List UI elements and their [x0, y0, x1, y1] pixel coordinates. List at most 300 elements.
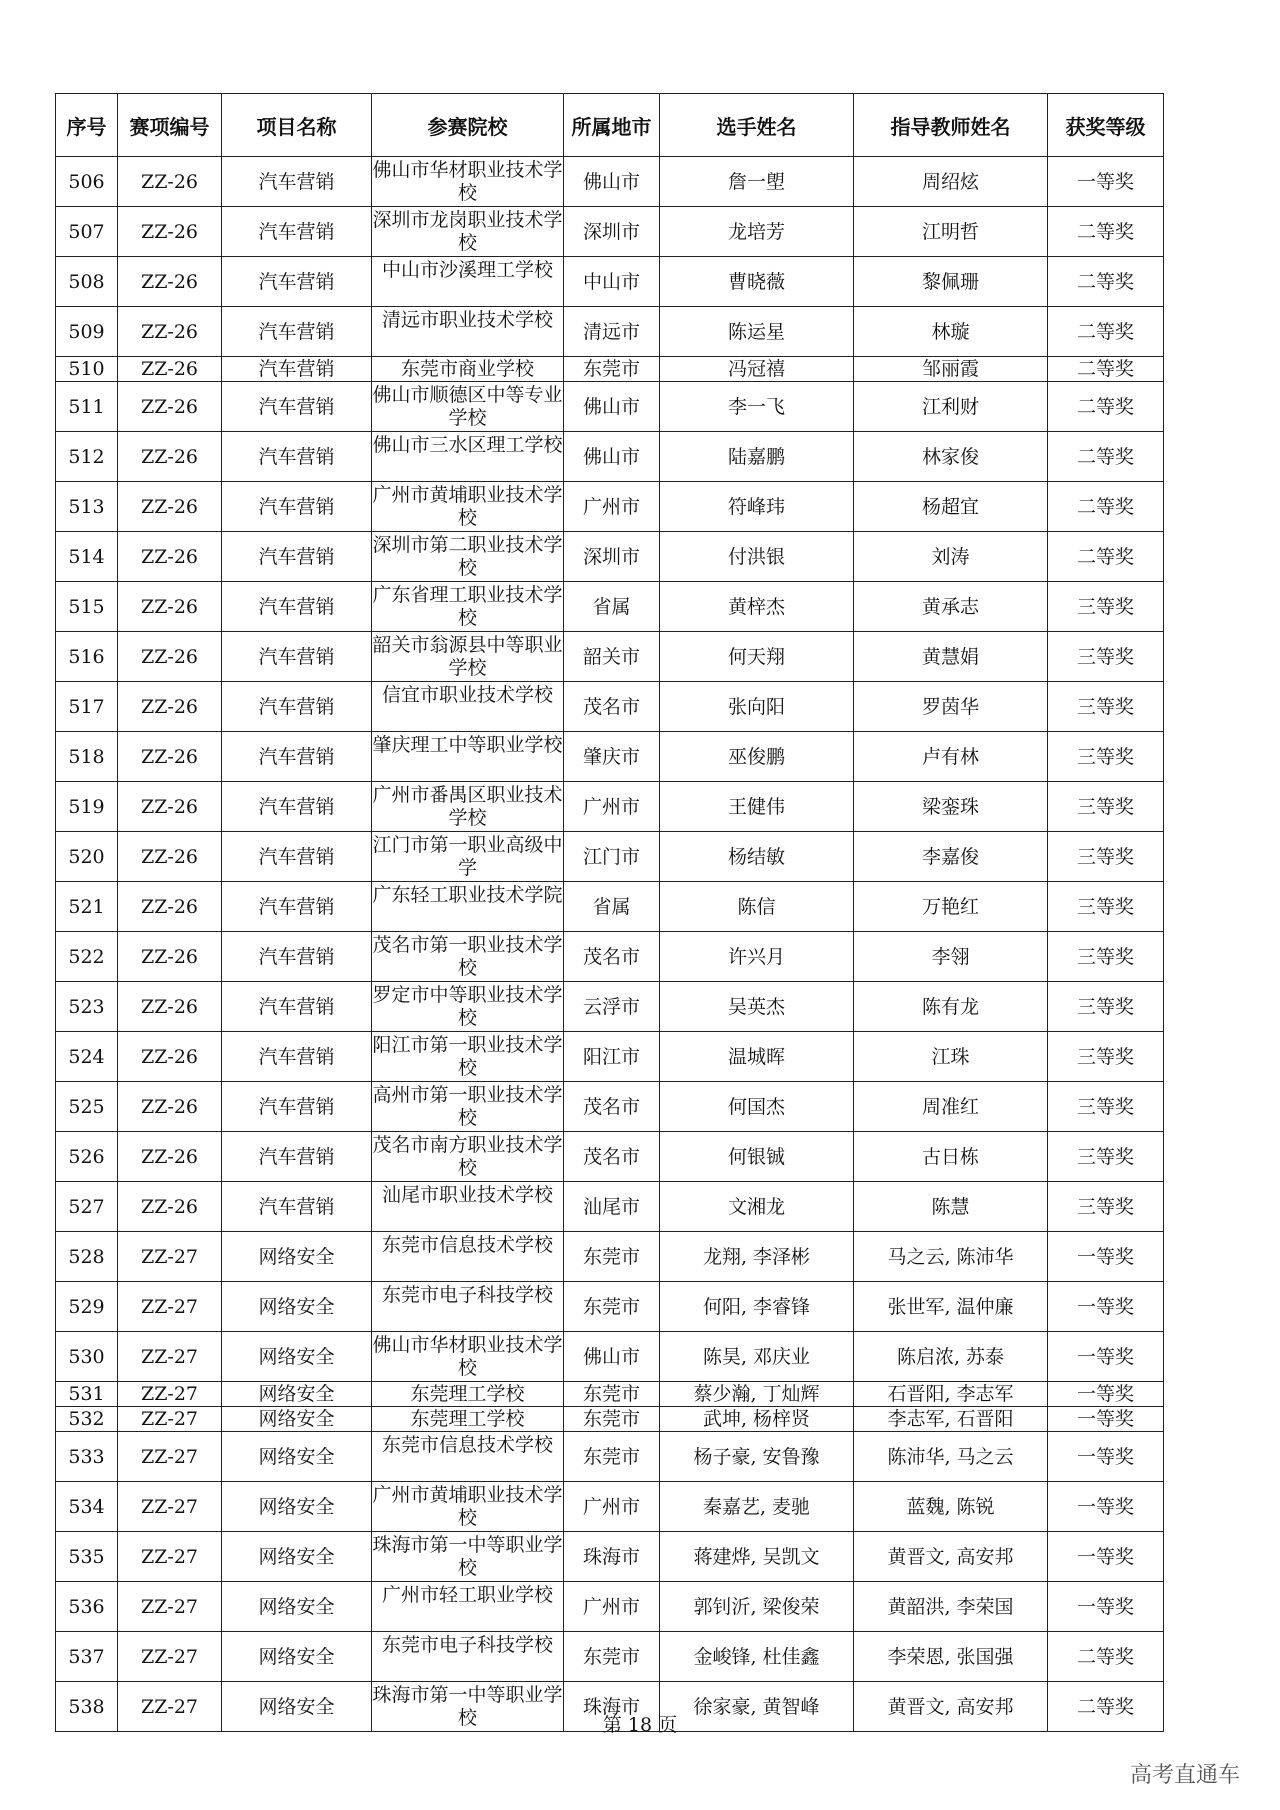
cell-city: 韶关市: [564, 632, 660, 682]
cell-school: [372, 1332, 564, 1382]
table-row: [56, 1432, 1164, 1482]
school-name: 东莞市商业学校: [400, 358, 534, 380]
table-row: [56, 257, 1164, 307]
cell-contestants: 陆嘉鹏: [660, 432, 854, 482]
cell-contestants: 文湘龙: [660, 1182, 854, 1232]
table-row: [56, 532, 1164, 582]
table-row: [56, 982, 1164, 1032]
school-name: 东莞理工学校: [410, 1408, 525, 1430]
header-city: 所属地市: [564, 94, 660, 157]
cell-contestants: 吴英杰: [660, 982, 854, 1032]
cell-city: 广州市: [564, 1582, 660, 1632]
cell-school: [372, 482, 564, 532]
cell-award: 三等奖: [1048, 1082, 1164, 1132]
cell-school: [372, 632, 564, 682]
school-name: 深圳市第二职业技术学校: [372, 534, 563, 577]
cell-index: 532: [56, 1407, 118, 1432]
cell-award: 二等奖: [1048, 257, 1164, 307]
cell-instructors: 江利财: [854, 382, 1048, 432]
cell-project-name: 汽车营销: [222, 882, 372, 932]
cell-city: 清远市: [564, 307, 660, 357]
table-row: [56, 1632, 1164, 1682]
cell-instructors: 黄韶洪, 李荣国: [854, 1582, 1048, 1632]
table-row: [56, 1532, 1164, 1582]
table-row: [56, 1132, 1164, 1182]
cell-award: 二等奖: [1048, 357, 1164, 382]
cell-contestants: 武坤, 杨梓贤: [660, 1407, 854, 1432]
school-name: 广州市番禺区职业技术学校: [372, 784, 563, 827]
table-row: [56, 1382, 1164, 1407]
cell-index: 526: [56, 1132, 118, 1182]
cell-instructors: 黄晋文, 高安邦: [854, 1682, 1048, 1732]
cell-project-name: 汽车营销: [222, 307, 372, 357]
cell-index: 527: [56, 1182, 118, 1232]
cell-instructors: 陈有龙: [854, 982, 1048, 1032]
cell-school: [372, 682, 564, 732]
cell-project-name: 网络安全: [222, 1232, 372, 1282]
cell-school: [372, 1432, 564, 1482]
cell-project-name: 汽车营销: [222, 357, 372, 382]
cell-instructors: 刘涛: [854, 532, 1048, 582]
table-row: [56, 632, 1164, 682]
cell-project-name: 汽车营销: [222, 482, 372, 532]
header-row: [56, 94, 1164, 157]
table-body: [56, 157, 1164, 1732]
cell-school: [372, 1132, 564, 1182]
cell-award: 二等奖: [1048, 207, 1164, 257]
cell-city: 中山市: [564, 257, 660, 307]
cell-index: 517: [56, 682, 118, 732]
cell-event-code: ZZ-27: [118, 1432, 222, 1482]
cell-project-name: 汽车营销: [222, 582, 372, 632]
cell-instructors: 周准红: [854, 1082, 1048, 1132]
cell-city: 茂名市: [564, 1082, 660, 1132]
cell-event-code: ZZ-26: [118, 482, 222, 532]
cell-project-name: 网络安全: [222, 1432, 372, 1482]
cell-city: 佛山市: [564, 432, 660, 482]
cell-city: 珠海市: [564, 1682, 660, 1732]
cell-award: 二等奖: [1048, 482, 1164, 532]
cell-award: 二等奖: [1048, 532, 1164, 582]
cell-index: 512: [56, 432, 118, 482]
cell-event-code: ZZ-26: [118, 157, 222, 207]
cell-index: 515: [56, 582, 118, 632]
cell-index: 509: [56, 307, 118, 357]
cell-award: 一等奖: [1048, 1532, 1164, 1582]
cell-event-code: ZZ-26: [118, 432, 222, 482]
cell-project-name: 网络安全: [222, 1282, 372, 1332]
cell-city: 汕尾市: [564, 1182, 660, 1232]
table-row: [56, 157, 1164, 207]
cell-index: 518: [56, 732, 118, 782]
header-instructors: 指导教师姓名: [854, 94, 1048, 157]
cell-contestants: 符峰玮: [660, 482, 854, 532]
cell-event-code: ZZ-26: [118, 207, 222, 257]
cell-instructors: 周绍炫: [854, 157, 1048, 207]
cell-index: 535: [56, 1532, 118, 1582]
cell-index: 506: [56, 157, 118, 207]
cell-instructors: 邹丽霞: [854, 357, 1048, 382]
school-name: 深圳市龙岗职业技术学校: [372, 209, 563, 252]
cell-award: 一等奖: [1048, 1232, 1164, 1282]
cell-index: 525: [56, 1082, 118, 1132]
school-name: 茂名市南方职业技术学校: [372, 1134, 563, 1177]
cell-award: 一等奖: [1048, 1332, 1164, 1382]
table-row: [56, 1407, 1164, 1432]
cell-city: 东莞市: [564, 1382, 660, 1407]
cell-event-code: ZZ-26: [118, 632, 222, 682]
cell-instructors: 卢有林: [854, 732, 1048, 782]
cell-school: [372, 1382, 564, 1407]
cell-project-name: 汽车营销: [222, 982, 372, 1032]
cell-school: [372, 932, 564, 982]
cell-contestants: 付洪银: [660, 532, 854, 582]
cell-school: [372, 1632, 564, 1682]
cell-event-code: ZZ-26: [118, 782, 222, 832]
cell-contestants: 龙翔, 李泽彬: [660, 1232, 854, 1282]
cell-contestants: 张向阳: [660, 682, 854, 732]
cell-project-name: 网络安全: [222, 1582, 372, 1632]
cell-city: 省属: [564, 582, 660, 632]
table-row: [56, 1332, 1164, 1382]
cell-award: 三等奖: [1048, 1182, 1164, 1232]
cell-instructors: 蓝魏, 陈锐: [854, 1482, 1048, 1532]
cell-project-name: 汽车营销: [222, 1182, 372, 1232]
cell-city: 东莞市: [564, 1282, 660, 1332]
cell-school: [372, 257, 564, 307]
school-name: 罗定市中等职业技术学校: [372, 984, 563, 1027]
awards-table: [55, 93, 1164, 1732]
table-row: [56, 782, 1164, 832]
cell-award: 三等奖: [1048, 832, 1164, 882]
cell-project-name: 汽车营销: [222, 432, 372, 482]
school-name: 广东轻工职业技术学院: [372, 884, 563, 906]
cell-contestants: 蔡少瀚, 丁灿辉: [660, 1382, 854, 1407]
cell-contestants: 蒋建烨, 吴凯文: [660, 1532, 854, 1582]
cell-event-code: ZZ-26: [118, 682, 222, 732]
cell-school: [372, 1282, 564, 1332]
school-name: 广州市黄埔职业技术学校: [372, 1484, 563, 1527]
cell-event-code: ZZ-26: [118, 532, 222, 582]
cell-instructors: 李翎: [854, 932, 1048, 982]
cell-school: [372, 432, 564, 482]
cell-index: 524: [56, 1032, 118, 1082]
school-name: 东莞理工学校: [410, 1383, 525, 1405]
school-name: 东莞市电子科技学校: [381, 1284, 553, 1306]
cell-event-code: ZZ-27: [118, 1532, 222, 1582]
cell-instructors: 罗茵华: [854, 682, 1048, 732]
cell-event-code: ZZ-26: [118, 582, 222, 632]
cell-contestants: 黄梓杰: [660, 582, 854, 632]
school-name: 东莞市信息技术学校: [381, 1434, 553, 1456]
cell-contestants: 王健伟: [660, 782, 854, 832]
cell-event-code: ZZ-26: [118, 882, 222, 932]
cell-school: [372, 1232, 564, 1282]
cell-award: 三等奖: [1048, 682, 1164, 732]
cell-event-code: ZZ-27: [118, 1582, 222, 1632]
table-row: [56, 682, 1164, 732]
cell-index: 536: [56, 1582, 118, 1632]
cell-contestants: 温城晖: [660, 1032, 854, 1082]
cell-index: 533: [56, 1432, 118, 1482]
cell-project-name: 网络安全: [222, 1532, 372, 1582]
cell-index: 507: [56, 207, 118, 257]
cell-index: 508: [56, 257, 118, 307]
cell-contestants: 巫俊鹏: [660, 732, 854, 782]
school-name: 茂名市第一职业技术学校: [372, 934, 563, 977]
cell-project-name: 汽车营销: [222, 782, 372, 832]
header-award: 获奖等级: [1048, 94, 1164, 157]
cell-event-code: ZZ-27: [118, 1682, 222, 1732]
cell-index: 520: [56, 832, 118, 882]
cell-index: 523: [56, 982, 118, 1032]
cell-index: 514: [56, 532, 118, 582]
cell-contestants: 何阳, 李睿锋: [660, 1282, 854, 1332]
cell-contestants: 徐家豪, 黄智峰: [660, 1682, 854, 1732]
school-name: 信宜市职业技术学校: [381, 684, 553, 706]
cell-city: 阳江市: [564, 1032, 660, 1082]
cell-project-name: 网络安全: [222, 1382, 372, 1407]
cell-instructors: 李嘉俊: [854, 832, 1048, 882]
cell-event-code: ZZ-26: [118, 1082, 222, 1132]
cell-contestants: 何天翔: [660, 632, 854, 682]
cell-school: [372, 1407, 564, 1432]
cell-event-code: ZZ-26: [118, 732, 222, 782]
cell-instructors: 林璇: [854, 307, 1048, 357]
cell-school: [372, 207, 564, 257]
cell-project-name: 汽车营销: [222, 207, 372, 257]
cell-city: 云浮市: [564, 982, 660, 1032]
cell-project-name: 汽车营销: [222, 682, 372, 732]
school-name: 高州市第一职业技术学校: [372, 1084, 563, 1127]
school-name: 韶关市翁源县中等职业学校: [372, 634, 563, 677]
cell-award: 一等奖: [1048, 1582, 1164, 1632]
cell-school: [372, 307, 564, 357]
cell-award: 一等奖: [1048, 1282, 1164, 1332]
table-row: [56, 732, 1164, 782]
cell-project-name: 汽车营销: [222, 1132, 372, 1182]
table-row: [56, 307, 1164, 357]
cell-award: 三等奖: [1048, 782, 1164, 832]
cell-city: 茂名市: [564, 682, 660, 732]
cell-city: 茂名市: [564, 1132, 660, 1182]
cell-award: 三等奖: [1048, 932, 1164, 982]
cell-city: 肇庆市: [564, 732, 660, 782]
header-school: 参赛院校: [372, 94, 564, 157]
cell-project-name: 汽车营销: [222, 932, 372, 982]
cell-contestants: 何国杰: [660, 1082, 854, 1132]
cell-award: 三等奖: [1048, 582, 1164, 632]
cell-school: [372, 1182, 564, 1232]
school-name: 佛山市三水区理工学校: [372, 434, 563, 456]
cell-instructors: 江珠: [854, 1032, 1048, 1082]
cell-index: 529: [56, 1282, 118, 1332]
cell-project-name: 汽车营销: [222, 632, 372, 682]
cell-contestants: 冯冠禧: [660, 357, 854, 382]
cell-instructors: 石晋阳, 李志军: [854, 1382, 1048, 1407]
school-name: 珠海市第一中等职业学校: [372, 1534, 563, 1577]
school-name: 佛山市顺德区中等专业学校: [372, 384, 563, 427]
cell-instructors: 杨超宜: [854, 482, 1048, 532]
school-name: 佛山市华材职业技术学校: [372, 159, 563, 202]
cell-school: [372, 582, 564, 632]
school-name: 东莞市信息技术学校: [381, 1234, 553, 1256]
watermark-text: 高考直通车: [1129, 1763, 1240, 1788]
cell-school: [372, 357, 564, 382]
cell-event-code: ZZ-27: [118, 1407, 222, 1432]
cell-event-code: ZZ-26: [118, 357, 222, 382]
cell-project-name: 汽车营销: [222, 1032, 372, 1082]
table-row: [56, 582, 1164, 632]
cell-school: [372, 1482, 564, 1532]
cell-index: 538: [56, 1682, 118, 1732]
cell-project-name: 网络安全: [222, 1407, 372, 1432]
cell-award: 一等奖: [1048, 1432, 1164, 1482]
cell-contestants: 金峻锋, 杜佳鑫: [660, 1632, 854, 1682]
school-name: 江门市第一职业高级中学: [372, 834, 563, 877]
cell-instructors: 李荣恩, 张国强: [854, 1632, 1048, 1682]
cell-event-code: ZZ-27: [118, 1632, 222, 1682]
cell-contestants: 杨结敏: [660, 832, 854, 882]
cell-contestants: 陈信: [660, 882, 854, 932]
header-index: 序号: [56, 94, 118, 157]
cell-event-code: ZZ-26: [118, 982, 222, 1032]
cell-index: 511: [56, 382, 118, 432]
cell-award: 三等奖: [1048, 982, 1164, 1032]
cell-contestants: 秦嘉艺, 麦驰: [660, 1482, 854, 1532]
cell-project-name: 汽车营销: [222, 732, 372, 782]
table-row: [56, 1082, 1164, 1132]
table-row: [56, 1482, 1164, 1532]
cell-event-code: ZZ-27: [118, 1382, 222, 1407]
cell-instructors: 万艳红: [854, 882, 1048, 932]
cell-award: 二等奖: [1048, 382, 1164, 432]
cell-project-name: 网络安全: [222, 1332, 372, 1382]
cell-school: [372, 382, 564, 432]
cell-project-name: 汽车营销: [222, 382, 372, 432]
table-row: [56, 207, 1164, 257]
cell-instructors: 张世军, 温仲廉: [854, 1282, 1048, 1332]
cell-contestants: 龙培芳: [660, 207, 854, 257]
cell-instructors: 黄晋文, 高安邦: [854, 1532, 1048, 1582]
school-name: 中山市沙溪理工学校: [381, 259, 553, 281]
cell-index: 516: [56, 632, 118, 682]
table-row: [56, 382, 1164, 432]
table-row: [56, 832, 1164, 882]
cell-project-name: 汽车营销: [222, 1082, 372, 1132]
cell-index: 521: [56, 882, 118, 932]
school-name: 阳江市第一职业技术学校: [372, 1034, 563, 1077]
header-project-name: 项目名称: [222, 94, 372, 157]
cell-index: 528: [56, 1232, 118, 1282]
cell-city: 江门市: [564, 832, 660, 882]
school-name: 广东省理工职业技术学校: [372, 584, 563, 627]
cell-project-name: 汽车营销: [222, 157, 372, 207]
cell-instructors: 陈启浓, 苏泰: [854, 1332, 1048, 1382]
cell-event-code: ZZ-26: [118, 257, 222, 307]
cell-school: [372, 882, 564, 932]
cell-index: 522: [56, 932, 118, 982]
cell-award: 三等奖: [1048, 732, 1164, 782]
cell-award: 三等奖: [1048, 882, 1164, 932]
cell-school: [372, 782, 564, 832]
cell-index: 537: [56, 1632, 118, 1682]
cell-award: 三等奖: [1048, 632, 1164, 682]
cell-instructors: 李志军, 石晋阳: [854, 1407, 1048, 1432]
school-name: 汕尾市职业技术学校: [381, 1184, 553, 1206]
cell-event-code: ZZ-26: [118, 307, 222, 357]
header-contestants: 选手姓名: [660, 94, 854, 157]
cell-event-code: ZZ-26: [118, 832, 222, 882]
cell-award: 二等奖: [1048, 1682, 1164, 1732]
cell-instructors: 陈沛华, 马之云: [854, 1432, 1048, 1482]
cell-award: 一等奖: [1048, 157, 1164, 207]
cell-award: 一等奖: [1048, 1407, 1164, 1432]
cell-contestants: 杨子豪, 安鲁豫: [660, 1432, 854, 1482]
table-row: [56, 1282, 1164, 1332]
school-name: 东莞市电子科技学校: [381, 1634, 553, 1656]
table-row: [56, 882, 1164, 932]
cell-school: [372, 1032, 564, 1082]
cell-instructors: 林家俊: [854, 432, 1048, 482]
cell-city: 东莞市: [564, 1632, 660, 1682]
school-name: 广州市轻工职业学校: [381, 1584, 553, 1606]
cell-school: [372, 832, 564, 882]
school-name: 广州市黄埔职业技术学校: [372, 484, 563, 527]
cell-city: 广州市: [564, 1482, 660, 1532]
cell-city: 省属: [564, 882, 660, 932]
cell-city: 东莞市: [564, 1432, 660, 1482]
cell-city: 深圳市: [564, 532, 660, 582]
cell-city: 广州市: [564, 482, 660, 532]
cell-city: 佛山市: [564, 1332, 660, 1382]
table-row: [56, 1232, 1164, 1282]
cell-index: 531: [56, 1382, 118, 1407]
cell-city: 佛山市: [564, 157, 660, 207]
table-row: [56, 1182, 1164, 1232]
cell-award: 一等奖: [1048, 1382, 1164, 1407]
cell-instructors: 黄承志: [854, 582, 1048, 632]
header-event-code: 赛项编号: [118, 94, 222, 157]
cell-index: 519: [56, 782, 118, 832]
cell-school: [372, 1582, 564, 1632]
cell-city: 深圳市: [564, 207, 660, 257]
school-name: 清远市职业技术学校: [381, 309, 553, 331]
cell-award: 三等奖: [1048, 1132, 1164, 1182]
cell-contestants: 詹一塱: [660, 157, 854, 207]
cell-project-name: 汽车营销: [222, 257, 372, 307]
cell-event-code: ZZ-27: [118, 1232, 222, 1282]
cell-award: 二等奖: [1048, 307, 1164, 357]
table-row: [56, 357, 1164, 382]
cell-project-name: 网络安全: [222, 1682, 372, 1732]
cell-contestants: 郭钊沂, 梁俊荣: [660, 1582, 854, 1632]
cell-contestants: 陈昊, 邓庆业: [660, 1332, 854, 1382]
cell-city: 东莞市: [564, 357, 660, 382]
cell-school: [372, 1532, 564, 1582]
cell-city: 茂名市: [564, 932, 660, 982]
school-name: 珠海市第一中等职业学校: [372, 1684, 563, 1727]
cell-project-name: 汽车营销: [222, 832, 372, 882]
page-number: 第 18 页: [602, 1714, 678, 1736]
cell-event-code: ZZ-27: [118, 1482, 222, 1532]
cell-project-name: 汽车营销: [222, 532, 372, 582]
cell-project-name: 网络安全: [222, 1482, 372, 1532]
cell-index: 513: [56, 482, 118, 532]
cell-event-code: ZZ-27: [118, 1332, 222, 1382]
cell-award: 二等奖: [1048, 1632, 1164, 1682]
cell-contestants: 何银铖: [660, 1132, 854, 1182]
